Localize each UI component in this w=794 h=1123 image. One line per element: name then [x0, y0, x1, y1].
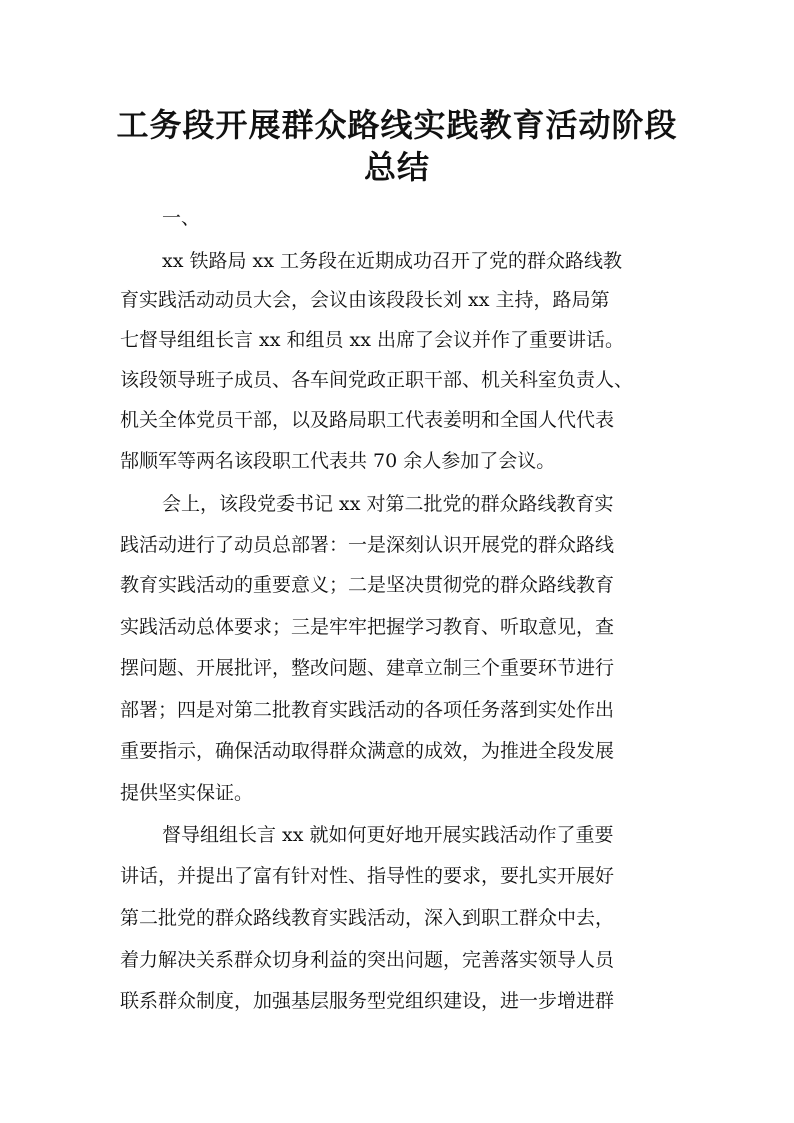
body-line: 部署；四是对第二批教育实践活动的各项任务落到实处作出: [120, 699, 615, 721]
section-marker: 一、: [162, 207, 201, 229]
body-line: 重要指示，确保活动取得群众满意的成效，为推进全段发展: [120, 740, 615, 762]
body-line: 讲话，并提出了富有针对性、指导性的要求，要扎实开展好: [120, 865, 615, 887]
body-line: 会上，该段党委书记 xx 对第二批党的群众路线教育实: [162, 493, 614, 515]
body-line: 践活动进行了动员总部署：一是深刻认识开展党的群众路线: [120, 534, 615, 556]
body-line: 联系群众制度，加强基层服务型党组织建设，进一步增进群: [120, 990, 615, 1012]
document-title-line-1: 工务段开展群众路线实践教育活动阶段: [116, 106, 678, 144]
document-title-line-2: 总结: [363, 148, 430, 186]
body-line: 七督导组组长言 xx 和组员 xx 出席了会议并作了重要讲话。: [120, 329, 625, 351]
body-line: 教育实践活动的重要意义；二是坚决贯彻党的群众路线教育: [120, 574, 615, 596]
body-line: 摆问题、开展批评，整改问题、建章立制三个重要环节进行: [120, 657, 615, 679]
body-line: 提供坚实保证。: [120, 782, 254, 804]
body-line: 实践活动总体要求；三是牢牢把握学习教育、听取意见，查: [120, 616, 615, 638]
body-line: 育实践活动动员大会，会议由该段段长刘 xx 主持，路局第: [120, 289, 610, 311]
body-line: 第二批党的群众路线教育实践活动，深入到职工群众中去，: [120, 907, 615, 929]
body-line: 督导组组长言 xx 就如何更好地开展实践活动作了重要: [162, 824, 614, 846]
body-line: 着力解决关系群众切身利益的突出问题，完善落实领导人员: [120, 949, 615, 971]
body-line: 郜顺军等两名该段职工代表共 70 余人参加了会议。: [120, 450, 556, 472]
body-line: 该段领导班子成员、各车间党政正职干部、机关科室负责人、: [120, 369, 634, 391]
body-line: 机关全体党员干部，以及路局职工代表姜明和全国人代代表: [120, 409, 615, 431]
body-line: xx 铁路局 xx 工务段在近期成功召开了党的群众路线教: [162, 250, 622, 272]
